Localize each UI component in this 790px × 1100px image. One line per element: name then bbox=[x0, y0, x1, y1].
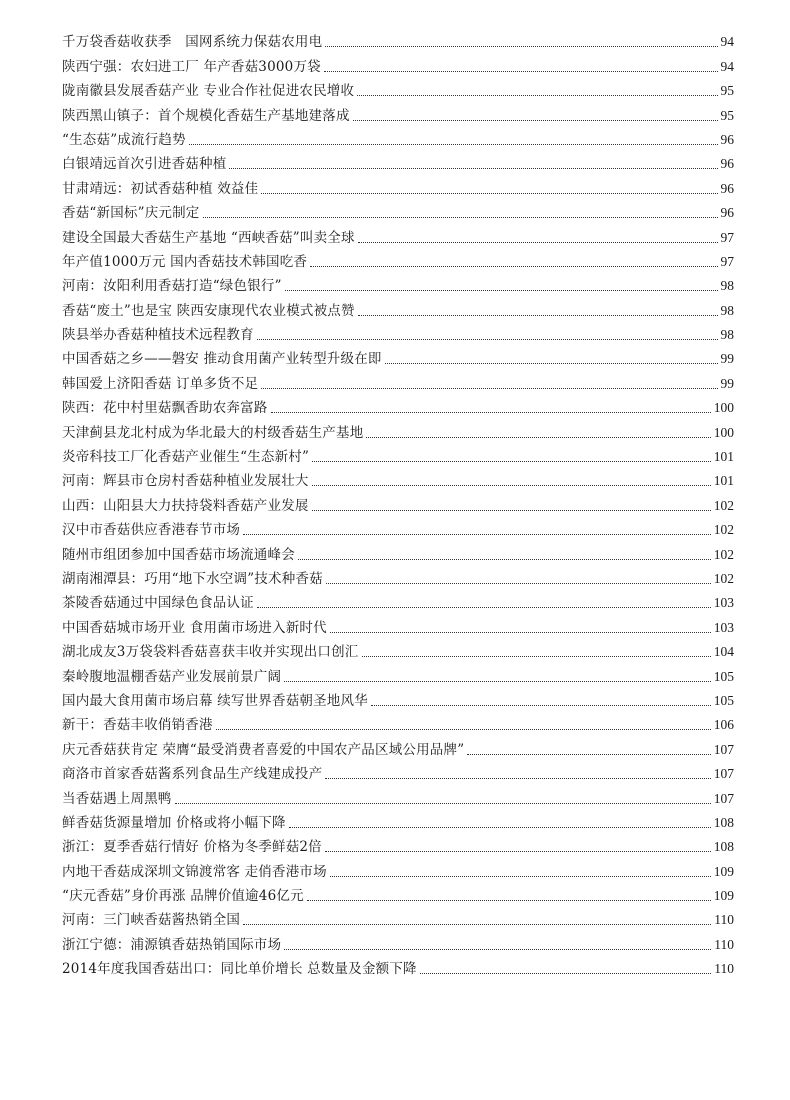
dot-leader bbox=[371, 705, 711, 706]
toc-entry-page-number: 104 bbox=[713, 644, 734, 660]
dot-leader bbox=[330, 632, 711, 633]
toc-entry[interactable] bbox=[62, 320, 734, 344]
toc-entry[interactable] bbox=[62, 808, 734, 832]
toc-entry[interactable] bbox=[62, 661, 734, 685]
toc-entry-page-number: 102 bbox=[713, 570, 734, 586]
dot-leader bbox=[312, 510, 711, 511]
dot-leader bbox=[358, 242, 718, 243]
toc-entry[interactable] bbox=[62, 929, 734, 953]
toc-entry[interactable] bbox=[62, 27, 734, 51]
toc-entry-page-number: 98 bbox=[720, 302, 734, 318]
toc-entry-page-number: 99 bbox=[720, 351, 734, 367]
dot-leader bbox=[285, 290, 718, 291]
toc-entry-page-number: 110 bbox=[714, 912, 734, 928]
dot-leader bbox=[325, 851, 711, 852]
toc-entry[interactable] bbox=[62, 100, 734, 124]
dot-leader bbox=[307, 900, 711, 901]
toc-entry-page-number: 108 bbox=[713, 839, 734, 855]
toc-entry-title: 陕西黑山镇子：首个规模化香菇生产基地建落成 bbox=[62, 107, 350, 124]
toc-entry[interactable] bbox=[62, 539, 734, 563]
toc-entry[interactable] bbox=[62, 905, 734, 929]
dot-leader bbox=[324, 71, 718, 72]
toc-entry-title: 天津蓟县龙北村成为华北最大的村级香菇生产基地 bbox=[62, 424, 364, 441]
toc-entry-page-number: 102 bbox=[713, 497, 734, 513]
toc-entry[interactable] bbox=[62, 515, 734, 539]
toc-entry-page-number: 110 bbox=[714, 936, 734, 952]
toc-entry-title: 年产值1000万元 国内香菇技术韩国吃香 bbox=[62, 253, 308, 270]
toc-entry-title: 陕西宁强：农妇进工厂 年产香菇3000万袋 bbox=[62, 58, 321, 75]
dot-leader bbox=[257, 339, 718, 340]
dot-leader bbox=[312, 485, 711, 486]
dot-leader bbox=[467, 754, 710, 755]
toc-entry[interactable] bbox=[62, 856, 734, 880]
toc-entry-title: 河南：三门峡香菇酱热销全国 bbox=[62, 912, 241, 929]
dot-leader bbox=[216, 729, 711, 730]
toc-entry-title: 当香菇遇上周黑鸭 bbox=[62, 790, 172, 807]
toc-entry-page-number: 94 bbox=[720, 58, 734, 74]
toc-entry[interactable] bbox=[62, 125, 734, 149]
toc-entry-title: 商洛市首家香菇酱系列食品生产线建成投产 bbox=[62, 766, 323, 783]
toc-entry-title: 随州市组团参加中国香菇市场流通峰会 bbox=[62, 546, 295, 563]
toc-entry[interactable] bbox=[62, 588, 734, 612]
toc-entry-page-number: 96 bbox=[720, 180, 734, 196]
toc-entry-page-number: 110 bbox=[714, 961, 734, 977]
toc-entry[interactable] bbox=[62, 417, 734, 441]
toc-entry-page-number: 107 bbox=[713, 741, 734, 757]
toc-entry[interactable] bbox=[62, 222, 734, 246]
toc-entry[interactable] bbox=[62, 783, 734, 807]
toc-entry-title: “庆元香菇”身价再涨 品牌价值逾46亿元 bbox=[62, 888, 304, 905]
toc-entry-title: 秦岭腹地温棚香菇产业发展前景广阔 bbox=[62, 668, 282, 685]
toc-entry[interactable] bbox=[62, 759, 734, 783]
toc-entry-page-number: 98 bbox=[720, 327, 734, 343]
toc-entry-page-number: 103 bbox=[713, 595, 734, 611]
dot-leader bbox=[353, 120, 718, 121]
toc-entry[interactable] bbox=[62, 393, 734, 417]
toc-entry-title: 香菇“废土”也是宝 陕西安康现代农业模式被点赞 bbox=[62, 302, 355, 319]
dot-leader bbox=[284, 949, 711, 950]
toc-entry-title: 白银靖远首次引进香菇种植 bbox=[62, 156, 227, 173]
toc-entry-title: 陕县举办香菇种植技术远程教育 bbox=[62, 327, 254, 344]
dot-leader bbox=[229, 168, 717, 169]
toc-entry-page-number: 102 bbox=[713, 522, 734, 538]
toc-entry-page-number: 96 bbox=[720, 205, 734, 221]
toc-entry[interactable] bbox=[62, 149, 734, 173]
toc-entry-page-number: 109 bbox=[713, 863, 734, 879]
toc-entry[interactable] bbox=[62, 490, 734, 514]
dot-leader bbox=[358, 315, 718, 316]
dot-leader bbox=[310, 266, 717, 267]
toc-entry[interactable] bbox=[62, 466, 734, 490]
toc-entry-title: 湖北成友3万袋袋料香菇喜获丰收并实现出口创汇 bbox=[62, 644, 359, 661]
toc-entry-title: “生态菇”成流行趋势 bbox=[62, 131, 186, 148]
toc-entry-title: 新干：香菇丰收俏销香港 bbox=[62, 717, 213, 734]
dot-leader bbox=[362, 656, 711, 657]
dot-leader bbox=[284, 681, 711, 682]
toc-entry-page-number: 99 bbox=[720, 375, 734, 391]
toc-entry[interactable] bbox=[62, 710, 734, 734]
toc-entry[interactable] bbox=[62, 734, 734, 758]
toc-entry-page-number: 101 bbox=[713, 473, 734, 489]
toc-entry-title: 炎帝科技工厂化香菇产业催生“生态新村” bbox=[62, 449, 310, 466]
toc-entry-page-number: 107 bbox=[713, 790, 734, 806]
toc-entry[interactable] bbox=[62, 637, 734, 661]
toc-entry[interactable] bbox=[62, 442, 734, 466]
toc-entry-title: 汉中市香菇供应香港春节市场 bbox=[62, 522, 241, 539]
toc-entry[interactable] bbox=[62, 954, 734, 978]
toc-entry-title: 2014年度我国香菇出口：同比单价增长 总数量及金额下降 bbox=[62, 961, 417, 978]
toc-entry-page-number: 108 bbox=[713, 814, 734, 830]
toc-entry-page-number: 109 bbox=[713, 888, 734, 904]
toc-entry[interactable] bbox=[62, 344, 734, 368]
toc-entry[interactable] bbox=[62, 271, 734, 295]
dot-leader bbox=[420, 973, 712, 974]
toc-entry-page-number: 96 bbox=[720, 131, 734, 147]
toc-entry-title: 河南：汝阳利用香菇打造“绿色银行” bbox=[62, 278, 282, 295]
dot-leader bbox=[312, 461, 711, 462]
toc-entry-title: 庆元香菇获肯定 荣膺“最受消费者喜爱的中国农产品区域公用品牌” bbox=[62, 741, 465, 758]
dot-leader bbox=[289, 827, 711, 828]
toc-entry-title: 山西：山阳县大力扶持袋料香菇产业发展 bbox=[62, 497, 309, 514]
dot-leader bbox=[326, 583, 711, 584]
toc-entry-page-number: 105 bbox=[713, 668, 734, 684]
toc-entry[interactable] bbox=[62, 173, 734, 197]
toc-entry[interactable] bbox=[62, 612, 734, 636]
toc-entry-page-number: 100 bbox=[713, 400, 734, 416]
toc-entry-title: 湖南湘潭县：巧用“地下水空调”技术种香菇 bbox=[62, 570, 323, 587]
toc-entry[interactable] bbox=[62, 51, 734, 75]
toc-entry-title: 韩国爱上济阳香菇 订单多货不足 bbox=[62, 375, 259, 392]
toc-entry-title: 建设全国最大香菇生产基地 “西峡香菇”叫卖全球 bbox=[62, 229, 355, 246]
dot-leader bbox=[366, 437, 710, 438]
toc-entry-title: 浙江：夏季香菇行情好 价格为冬季鲜菇2倍 bbox=[62, 839, 322, 856]
toc-entry[interactable] bbox=[62, 247, 734, 271]
toc-entry-page-number: 98 bbox=[720, 278, 734, 294]
toc-entry-page-number: 95 bbox=[720, 107, 734, 123]
toc-entry-title: 香菇“新国标”庆元制定 bbox=[62, 205, 200, 222]
toc-entry-page-number: 97 bbox=[720, 229, 734, 245]
toc-entry-title: 甘肃靖远：初试香菇种植 效益佳 bbox=[62, 180, 259, 197]
toc-entry-page-number: 106 bbox=[713, 717, 734, 733]
toc-entry[interactable] bbox=[62, 881, 734, 905]
dot-leader bbox=[298, 559, 711, 560]
toc-entry-title: 茶陵香菇通过中国绿色食品认证 bbox=[62, 595, 254, 612]
dot-leader bbox=[357, 95, 717, 96]
dot-leader bbox=[257, 607, 711, 608]
toc-entry[interactable] bbox=[62, 564, 734, 588]
toc-entry[interactable] bbox=[62, 198, 734, 222]
toc-entry[interactable] bbox=[62, 832, 734, 856]
toc-entry[interactable] bbox=[62, 295, 734, 319]
toc-entry-title: 浙江宁德：浦源镇香菇热销国际市场 bbox=[62, 936, 282, 953]
dot-leader bbox=[261, 388, 717, 389]
dot-leader bbox=[175, 803, 711, 804]
toc-entry-page-number: 103 bbox=[713, 619, 734, 635]
toc-entry-title: 千万袋香菇收获季 国网系统力保菇农用电 bbox=[62, 34, 323, 51]
dot-leader bbox=[243, 924, 711, 925]
toc-entry-title: 陇南徽县发展香菇产业 专业合作社促进农民增收 bbox=[62, 83, 355, 100]
dot-leader bbox=[189, 144, 718, 145]
dot-leader bbox=[325, 46, 717, 47]
toc-entry-title: 内地干香菇成深圳文锦渡常客 走俏香港市场 bbox=[62, 863, 327, 880]
dot-leader bbox=[330, 876, 711, 877]
toc-entry-title: 国内最大食用菌市场启幕 续写世界香菇朝圣地风华 bbox=[62, 692, 368, 709]
dot-leader bbox=[203, 217, 718, 218]
toc-entry[interactable] bbox=[62, 686, 734, 710]
toc-entry-page-number: 94 bbox=[720, 34, 734, 50]
toc-entry-title: 中国香菇之乡——磐安 推动食用菌产业转型升级在即 bbox=[62, 351, 382, 368]
toc-entry[interactable] bbox=[62, 76, 734, 100]
toc-entry-page-number: 97 bbox=[720, 253, 734, 269]
toc-entry[interactable] bbox=[62, 368, 734, 392]
toc-entry-page-number: 95 bbox=[720, 83, 734, 99]
dot-leader bbox=[385, 363, 718, 364]
toc-entry-title: 鲜香菇货源量增加 价格或将小幅下降 bbox=[62, 814, 286, 831]
toc-entry-page-number: 105 bbox=[713, 692, 734, 708]
dot-leader bbox=[261, 193, 717, 194]
toc-entry-page-number: 101 bbox=[713, 449, 734, 465]
toc-entry-page-number: 96 bbox=[720, 156, 734, 172]
toc-entry-page-number: 102 bbox=[713, 546, 734, 562]
toc-entry-title: 中国香菇城市场开业 食用菌市场进入新时代 bbox=[62, 619, 327, 636]
dot-leader bbox=[325, 778, 710, 779]
toc-entry-page-number: 100 bbox=[713, 424, 734, 440]
toc-entry-title: 河南：辉县市仓房村香菇种植业发展壮大 bbox=[62, 473, 309, 490]
toc-entry-page-number: 107 bbox=[713, 766, 734, 782]
table-of-contents bbox=[62, 27, 734, 978]
toc-entry-title: 陕西：花中村里菇飘香助农奔富路 bbox=[62, 400, 268, 417]
dot-leader bbox=[243, 534, 711, 535]
dot-leader bbox=[271, 412, 711, 413]
